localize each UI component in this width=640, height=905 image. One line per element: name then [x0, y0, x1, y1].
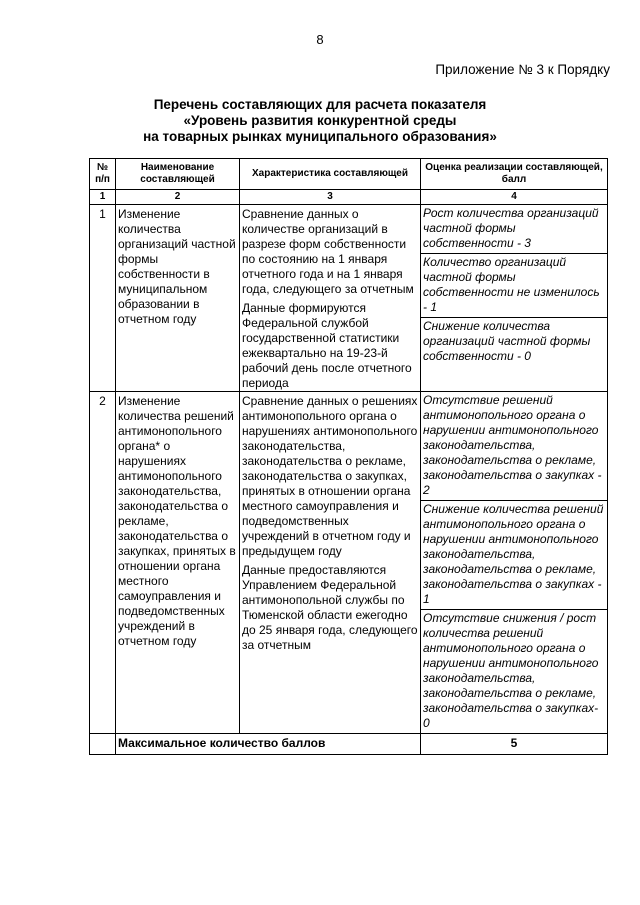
characteristic-paragraph: Сравнение данных о количестве организаций в разрезе форм собственности по состоянию на 1 января отчетного года и на 1 января года, следующего за отчетным: [242, 207, 414, 296]
header-number: № п/п: [90, 159, 116, 190]
column-index: 1: [90, 190, 116, 205]
column-index: 4: [421, 190, 608, 205]
score-option: Рост количества организаций частной формы собственности - 3: [421, 205, 607, 254]
title-line: «Уровень развития конкурентной среды: [183, 113, 457, 128]
header-name: Наименование составляющей: [116, 159, 240, 190]
component-name: Изменение количества решений антимонопольного органа* о нарушениях антимонопольного законодательства, законодательства о рекламе, законодательства о закупках, принятых в отношении органа местного самоуправления и подведомственных учреждений в отчетном году: [116, 392, 240, 734]
score-option: Снижение количества организаций частной формы собственности - 0: [423, 319, 591, 363]
component-characteristic: [240, 392, 421, 734]
column-index: 3: [240, 190, 421, 205]
table-row: [90, 392, 608, 734]
row-number: 2: [90, 392, 116, 734]
total-label: Максимальное количество баллов: [116, 734, 421, 755]
component-characteristic: [240, 205, 421, 392]
total-empty-cell: [90, 734, 116, 755]
score-option: Количество организаций частной формы собственности не изменилось - 1: [421, 254, 607, 318]
table-row: [90, 205, 608, 392]
page-number: 8: [316, 32, 324, 47]
score-option: Отсутствие решений антимонопольного органа о нарушении антимонопольного законодательства, законодательства о рекламе, законодательства о закупках - 2: [421, 392, 607, 501]
components-table: [89, 158, 608, 755]
row-number: 1: [90, 205, 116, 392]
component-name: Изменение количества организаций частной формы собственности в муниципальном образовании в отчетном году: [116, 205, 240, 392]
score-option: Отсутствие снижения / рост количества решений антимонопольного органа о нарушении антимонопольного законодательства, законодательства о рекламе, законодательства о закупках- 0: [423, 611, 599, 730]
title-line: Перечень составляющих для расчета показателя: [153, 97, 487, 112]
column-index: 2: [116, 190, 240, 205]
appendix-reference: Приложение № 3 к Порядку: [435, 62, 610, 77]
score-cell: [421, 205, 608, 392]
score-cell: [421, 392, 608, 734]
header-score: Оценка реализации составляющей, балл: [421, 159, 608, 190]
characteristic-paragraph: Данные предоставляются Управлением Федеральной антимонопольной службы по Тюменской области ежегодно до 25 января года, следующего за отчетным: [242, 563, 418, 652]
document-title: [0, 97, 640, 145]
total-row: [90, 734, 608, 755]
header-characteristic: Характеристика составляющей: [240, 159, 421, 190]
characteristic-paragraph: Сравнение данных о решениях антимонопольного органа о нарушениях антимонопольного законодательства, законодательства о рекламе, законодательства о закупках, принятых в отношении органа местного самоуправления и подведомственных учреждений в отчетном году и предыдущем году: [242, 394, 418, 558]
characteristic-paragraph: Данные формируются Федеральной службой государственной статистики ежеквартально на 19-23-й рабочий день после отчетного периода: [242, 301, 412, 390]
score-option: Снижение количества решений антимонопольного органа о нарушении антимонопольного законодательства, законодательства о рекламе, законодательства о закупках - 1: [421, 501, 607, 610]
column-index-row: [90, 190, 608, 205]
title-line: на товарных рынках муниципального образования»: [143, 129, 497, 144]
total-value: 5: [421, 734, 608, 755]
table-header-row: [90, 159, 608, 190]
